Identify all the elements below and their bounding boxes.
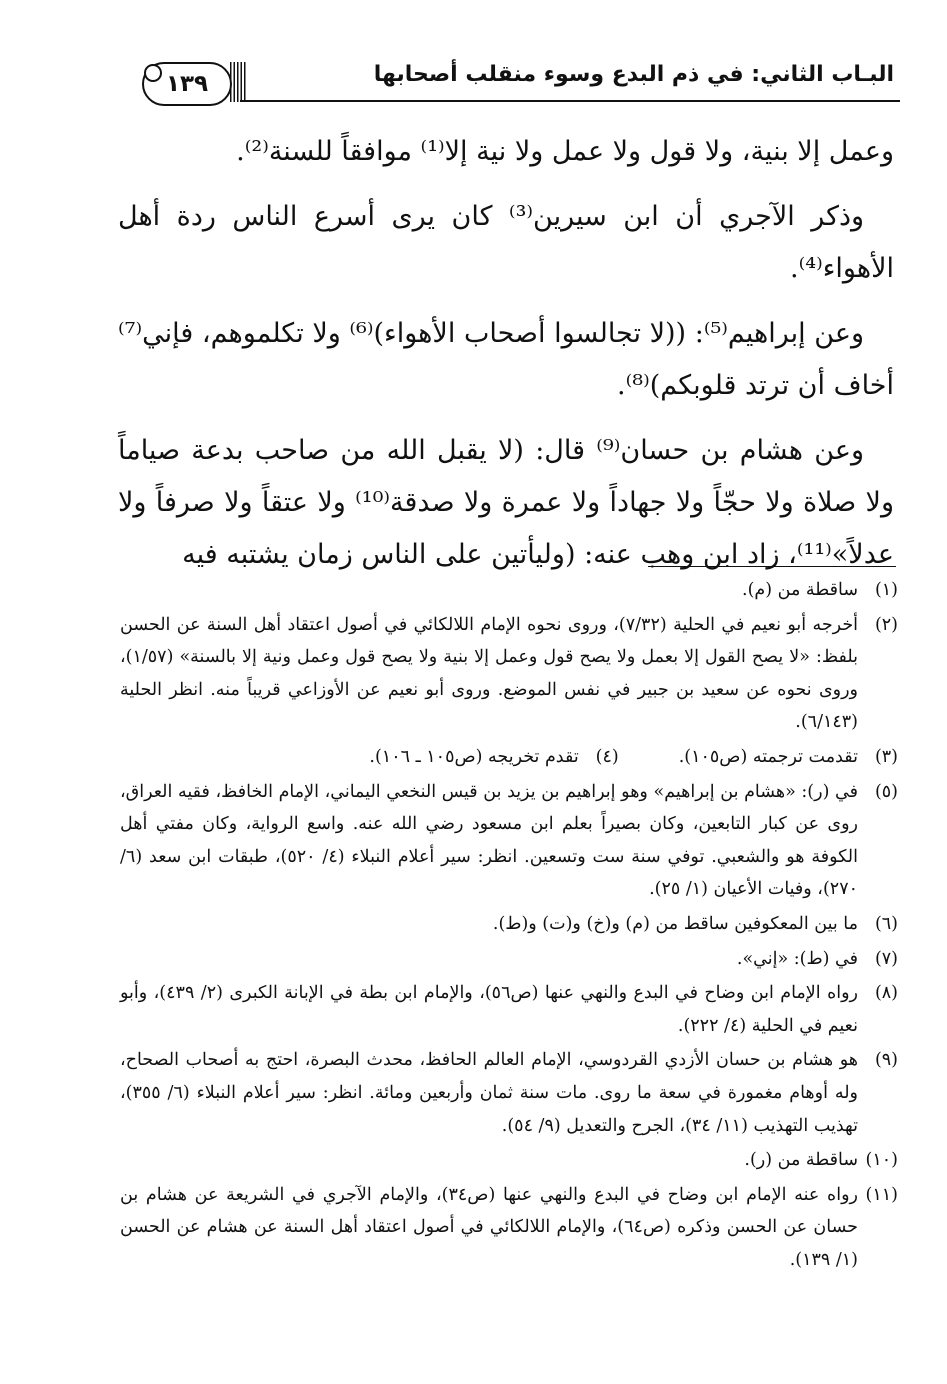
footnote-number: (٣) <box>874 746 898 767</box>
footnote-number: (١١) <box>865 1184 898 1205</box>
footnote <box>120 1179 898 1277</box>
footnote-text: هو هشام بن حسان الأزدي القردوسي، الإمام العالم الحافظ، محدث البصرة، احتج به أصحاب الصحاح، وله أوهام مغمورة في سعة ما روى. مات سنة ثمان وأربعين ومائة. انظر: سير أعلام النبلاء (٦/ ٣٥٥)، تهذيب التهذيب (١١/ ٣٤)، الجرح والتعديل (٩/ ٥٤). <box>120 1050 858 1136</box>
page-number: ١٣٩ <box>165 71 209 97</box>
footnote-text: ما بين المعكوفين ساقط من (م) و(خ) و(ت) و(ط). <box>492 913 858 934</box>
footnote <box>120 908 898 941</box>
footnote-number: (١) <box>874 580 898 600</box>
footnote-number: (٢) <box>874 614 898 635</box>
footnote <box>120 943 898 976</box>
footnotes <box>120 574 898 1280</box>
page-number-badge <box>142 62 232 106</box>
ornament-circle-icon <box>144 64 162 82</box>
footnote-pair <box>120 741 898 774</box>
header-rule <box>240 100 900 102</box>
footnote <box>120 574 898 607</box>
footnote <box>120 776 898 906</box>
footnote-text: تقدمت ترجمته (ص١٠٥). <box>678 746 858 767</box>
footnote-number: (٦) <box>874 913 898 934</box>
paragraph-4: وعن هشام بن حسان⁽⁹⁾ قال: (لا يقبل الله من صاحب بدعة صياماً ولا صلاة ولا حجّاً ولا جهاداً ولا عمرة ولا صدقة⁽¹⁰⁾ ولا عتقاً ولا صرفاً ولا عدلاً»⁽¹¹⁾، زاد ابن وهب عنه: (وليأتين على الناس زمان يشتبه فيه <box>118 435 894 570</box>
footnote-text: أخرجه أبو نعيم في الحلية (٧/٣٢)، وروى نحوه الإمام اللالكائي في أصول اعتقاد أهل السنة عن الحسن بلفظ: «لا يصح القول إلا بعمل ولا يصح قول وعمل إلا بنية ولا يصح قول وعمل ونية إلا بالسنة» (١/٥٧)، وروى نحوه عن سعيد بن جبير في نفس الموضع. وروى أبو نعيم عن الأوزاعي قريباً منه. انظر الحلية (٦/١٤٣). <box>120 614 858 733</box>
footnote-number: (١٠) <box>865 1150 898 1171</box>
footnote-text: ساقطة من (م). <box>742 580 858 600</box>
footnote-separator <box>648 566 896 567</box>
footnote <box>120 609 898 739</box>
footnote-number: (٨) <box>874 983 898 1004</box>
footnote <box>120 1044 898 1142</box>
chapter-title: البـاب الثاني: في ذم البدع وسوء منقلب أصحابها <box>373 62 894 87</box>
footnote-text: رواه الإمام ابن وضاح في البدع والنهي عنها (ص٥٦)، والإمام ابن بطة في الإبانة الكبرى (٢/ ٤٣٩)، وأبو نعيم في الحلية (٤/ ٢٢٢). <box>120 983 858 1036</box>
footnote-number: (٩) <box>874 1050 898 1071</box>
footnote-text: في (ط): «إني». <box>736 948 858 969</box>
footnote-number: (٥) <box>874 781 898 802</box>
paragraph-2: وذكر الآجري أن ابن سيرين⁽³⁾ كان يرى أسرع الناس ردة أهل الأهواء⁽⁴⁾. <box>118 201 894 284</box>
footnote-text: تقدم تخريجه (ص١٠٥ ـ ١٠٦). <box>369 746 579 767</box>
main-text <box>118 126 894 594</box>
footnote-text: في (ر): «هشام بن إبراهيم» وهو إبراهيم بن يزيد بن قيس النخعي اليماني، الإمام الخافظ، فقيه العراق، روى عن كبار التابعين، وكان بصيراً بعلم ابن مسعود رضي الله عنه. واسع الرواية، وكان مفتي أهل الكوفة هو والشعبي. توفي سنة ست وتسعين. انظر: سير أعلام النبلاء (٤/ ٥٢٠)، طبقات ابن سعد (٦/ ٢٧٠)، وفيات الأعيان (١/ ٢٥). <box>120 781 858 900</box>
ornament-bars-icon <box>230 62 246 102</box>
paragraph-1: وعمل إلا بنية، ولا قول ولا عمل ولا نية إلا⁽¹⁾ موافقاً للسنة⁽²⁾. <box>236 136 894 167</box>
paragraph-3: وعن إبراهيم⁽⁵⁾: ((لا تجالسوا أصحاب الأهواء)⁽⁶⁾ ولا تكلموهم، فإني⁽⁷⁾ أخاف أن ترتد قلوبكم)⁽⁸⁾. <box>118 318 894 401</box>
running-header <box>140 56 900 106</box>
footnote-number: (٧) <box>874 948 898 969</box>
footnote-text: رواه عنه الإمام ابن وضاح في البدع والنهي عنها (ص٣٤)، والإمام الآجري في الشريعة عن هشام بن حسان عن الحسن وذكره (ص٦٤)، والإمام اللالكائي في أصول اعتقاد أهل السنة عن هشام عن الحسن (١/ ١٣٩). <box>120 1184 858 1270</box>
footnote-number: (٤) <box>595 746 619 767</box>
footnote <box>120 1144 898 1177</box>
footnote-text: ساقطة من (ر). <box>744 1150 858 1171</box>
footnote <box>120 977 898 1042</box>
